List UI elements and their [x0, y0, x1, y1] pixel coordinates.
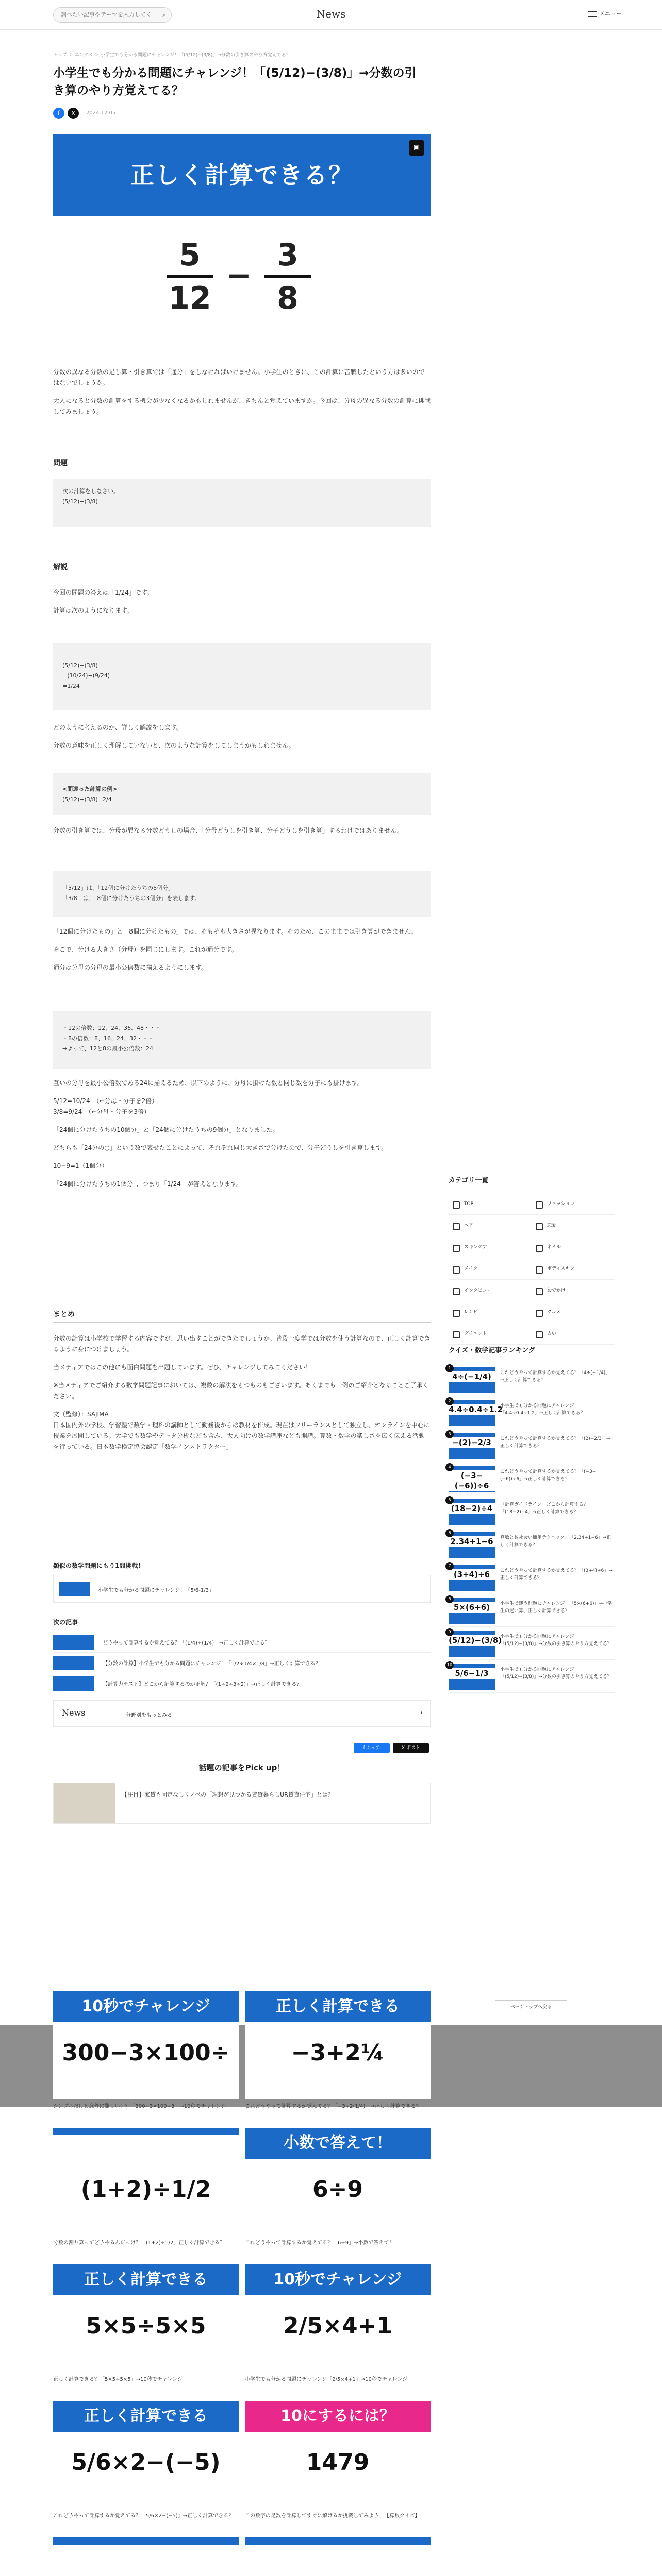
ranking-item[interactable]	[449, 1627, 615, 1660]
card-caption: シンプルだけど意外に難しい！？「300−3×100÷3」→10秒でチャレンジ	[53, 2104, 226, 2109]
card-banner	[245, 2537, 431, 2545]
recommend-card[interactable]	[53, 2264, 239, 2393]
ranking-thumbnail	[449, 1433, 495, 1459]
publish-date: 2024.12.05	[86, 110, 116, 116]
answer-text: 互いの分母を最小公倍数である24に揃えるため、以下のように、分母に掛けた数と同じ数を分子にも掛けます。	[53, 1079, 363, 1087]
summary-heading: まとめ	[53, 1309, 431, 1323]
site-header	[0, 0, 662, 30]
lcm-line: ・8の倍数：8、16、24、32・・・	[62, 1035, 154, 1042]
recommend-card[interactable]	[245, 2264, 431, 2393]
card-banner	[53, 2128, 239, 2135]
ranking-equation: 4.4÷0.4÷1.2	[449, 1405, 503, 1414]
ranking-number: 1	[445, 1364, 454, 1372]
next-articles	[53, 1618, 431, 1693]
ranking-title: 算数と数社会い簡単テクニック！「2.34+1−6」→正しく計算できる？	[500, 1535, 611, 1548]
recommend-card[interactable]	[245, 2128, 431, 2257]
ranking-number: 10	[445, 1661, 454, 1669]
category-item[interactable]: レシピ	[449, 1301, 532, 1323]
answer-text: どちらも「24分の○」という数で表せたことによって、それぞれ同じ大きさで分けたので、分子どうしを引き算します。	[53, 1144, 388, 1151]
recommend-card[interactable]	[53, 1991, 239, 2120]
calc-line: =1/24	[62, 683, 80, 689]
ranking-number: 5	[445, 1496, 454, 1504]
intro-paragraph: 大人になると分数の計算をする機会が少なくなるかもしれませんが、きちんと覚えていますか。今回は、分母の異なる分数の計算に挑戦してみましょう。	[53, 397, 431, 415]
card-banner: 10秒でチャレンジ	[53, 1991, 239, 2022]
recommend-card[interactable]	[245, 2537, 431, 2576]
ranking-number: 8	[445, 1595, 454, 1603]
card-caption: 分数の割り算ってどうやるんだっけ？「(1+2)÷1/2」正しく計算できる？	[53, 2240, 225, 2246]
card-equation: 2/5×4+1	[283, 2313, 393, 2339]
also-try-heading: 類似の数学問題にもう1問挑戦！	[53, 1562, 144, 1569]
next-title: 【計算力テスト】どこから計算するのが正解？「(1÷2÷3÷2)」→正しく計算できる？	[103, 1682, 302, 1687]
meaning-line: 「3/8」は、「8個に分けたうちの3個分」を表します。	[62, 895, 201, 902]
ranking-title: 小学生で迷う問題にチャレンジ！「5×(6+6)」→小学生の迷い算、正しく計算できる？	[500, 1601, 613, 1614]
card-equation: 1479	[306, 2449, 370, 2476]
pickup-heading: 話題の記事をPick up！	[198, 1763, 285, 1772]
answer-text-5	[53, 926, 431, 980]
card-image	[245, 2537, 431, 2576]
card-banner: 正しく計算できる	[53, 2264, 239, 2295]
card-banner: 小数で答えて！	[245, 2128, 431, 2159]
page-top-button[interactable]: ページトップへ戻る	[495, 2000, 567, 2013]
ranking-item[interactable]	[449, 1495, 615, 1528]
question-heading: 問題	[53, 457, 431, 471]
recommend-card[interactable]	[53, 2537, 239, 2576]
also-try-thumbnail	[59, 1582, 90, 1596]
calc-line: (5/12)−(3/8)	[62, 662, 98, 669]
ranking-item[interactable]	[449, 1396, 615, 1429]
answer-text: 3/8=9/24 （←分母・分子を3倍）	[53, 1108, 151, 1115]
card-image	[53, 1991, 239, 2099]
question-box	[53, 479, 431, 527]
bottom-share	[351, 1741, 429, 1753]
hero-num2: 3	[277, 237, 299, 273]
ranking-number: 7	[445, 1562, 454, 1570]
answer-text: 今回の問題の答えは「1/24」です。	[53, 589, 153, 596]
card-image	[245, 1991, 431, 2099]
question-line: 次の計算をしなさい。	[62, 488, 119, 495]
card-banner: 10秒でチャレンジ	[245, 2264, 431, 2295]
summary-paragraph: ※当メディアでご紹介する数学問題記事においては、複数の解法をもつものもございます。あくまでも一例のご紹介となることご了承ください。	[53, 1382, 429, 1400]
author-name: 文（監修）：SAJIMA	[53, 1411, 109, 1418]
ranking-item[interactable]	[446, 1660, 615, 1693]
summary-paragraph: 分数の計算は小学校で学習する内容ですが、思い出すことができたでしょうか。普段一度学では分数を使う計算なので、正しく計算できるように身につけましょう。	[53, 1335, 431, 1353]
answer-text: 「24個に分けたうちの1個分」、つまり「1/24」が答えとなります。	[53, 1180, 242, 1188]
summary-text	[53, 1333, 431, 1460]
card-image	[53, 2401, 239, 2509]
pickup-title: 【注目】家賃も固定なしリノベの「理想が見つかる賃貸暮らしUR賃貸住宅」とは？	[122, 1791, 334, 1798]
ranking-thumbnail	[449, 1466, 495, 1492]
calc-box	[53, 643, 431, 710]
ranking-equation: 4÷(−1/4)	[449, 1371, 495, 1382]
card-image	[53, 2264, 239, 2372]
answer-text-4	[53, 825, 431, 843]
menu-label: メニュー	[599, 10, 622, 17]
card-caption: 小学生でも分かる問題にチャレンジ「2/5×4+1」→10秒でチャレンジ	[245, 2377, 408, 2382]
search-box[interactable]	[53, 7, 172, 23]
facebook-share-icon[interactable]: f	[53, 108, 64, 119]
category-more-link[interactable]	[53, 1700, 431, 1727]
category-heading: カテゴリ一覧	[449, 1175, 615, 1188]
ranking-title: 小学生でも分かる問題にチャレンジ！「(5/12)−(3/8)」→分数の引き算のやり方覚えてる？	[500, 1667, 612, 1680]
hero-fraction-2	[264, 237, 311, 316]
recommend-card[interactable]	[53, 2401, 239, 2530]
category-grid	[449, 1193, 615, 1345]
intro-paragraph: 分数の異なる分数の足し算・引き算では「通分」をしなければいけません。小学生のときに、この計算に苦戦したという方は多いのではないでしょうか。	[53, 368, 425, 386]
next-item[interactable]	[53, 1652, 431, 1673]
sidebar-categories	[449, 1175, 615, 1345]
category-item[interactable]: ファッション	[532, 1193, 615, 1215]
recommend-card[interactable]	[245, 2401, 431, 2530]
pickup-item[interactable]	[53, 1783, 431, 1824]
breadcrumb[interactable]: トップ ＞ エンタメ ＞ 小学生でも分かる問題にチャレンジ！「(5/12)−(3/8)」→分数の引き算のやり方覚えてる？	[53, 53, 291, 58]
question-line: (5/12)−(3/8)	[62, 498, 98, 505]
answer-text: 「24個に分けたうちの10個分」と「24個に分けたうちの9個分」となりました。	[53, 1126, 279, 1133]
answer-lead	[53, 587, 431, 623]
facebook-share-button[interactable]: f シェア	[354, 1743, 390, 1753]
ranking-thumbnail	[449, 1565, 495, 1591]
share-bar	[53, 108, 116, 120]
ranking-equation: (−3−(−6))÷6	[449, 1470, 495, 1491]
card-equation: 5/6×2−(−5)	[71, 2449, 221, 2476]
card-banner: 正しく計算できる	[245, 1991, 431, 2022]
chevron-right-icon: ›	[420, 1709, 423, 1716]
answer-text: 計算は次のようになります。	[53, 607, 134, 614]
answer-text: 分数の意味を正しく理解していないと、次のような計算をしてしまうかもしれません。	[53, 742, 295, 749]
card-equation: −3+2¼	[291, 2040, 385, 2066]
card-caption: 正しく計算できる？「5×5÷5×5」→10秒でチャレンジ	[53, 2377, 183, 2382]
gallery-icon[interactable]: ▣	[409, 140, 424, 156]
category-item[interactable]: スキンケア	[449, 1236, 532, 1258]
wrong-example-box	[53, 773, 431, 815]
site-logo[interactable]: News	[316, 8, 346, 20]
ranking-item[interactable]	[449, 1594, 615, 1627]
card-banner	[53, 2537, 239, 2545]
answer-text: 通分は分母の分母の最小公倍数に揃えるようにします。	[53, 964, 208, 971]
search-input[interactable]	[54, 8, 152, 22]
lcm-line: ・12の倍数：12、24、36、48・・・	[62, 1025, 161, 1031]
hero-fraction-1	[167, 237, 213, 316]
card-caption: これどうやって計算するか覚えてる？「−3+2(1/4)」→正しく計算できる？	[245, 2104, 421, 2109]
card-image	[245, 2401, 431, 2509]
card-banner: 10にするには？	[245, 2401, 431, 2432]
x-share-icon[interactable]: X	[68, 108, 79, 119]
hero-banner	[53, 134, 431, 216]
ranking-equation: −(2)−2/3	[449, 1437, 495, 1448]
ranking-number: 9	[445, 1628, 454, 1636]
ranking-title: 小学生でも分かる問題にチャレンジ！「(5/12)−(3/8)」→分数の引き算のやり方覚えてる？	[500, 1634, 612, 1647]
answer-text: 分数の引き算では、分母が異なる分数どうしの場合、「分母どうしを引き算、分子どうしを引き算」するわけではありません。	[53, 827, 403, 834]
next-item[interactable]	[53, 1673, 431, 1693]
ranking-equation: (18−2)÷4	[449, 1503, 495, 1514]
search-icon[interactable]: ⌕	[162, 11, 166, 19]
card-image	[53, 2537, 239, 2576]
next-thumbnail	[53, 1676, 94, 1691]
ranking-thumbnail	[449, 1400, 503, 1426]
page-title: 小学生でも分かる問題にチャレンジ！「(5/12)−(3/8)」→分数の引き算のやり方覚えてる？	[53, 66, 417, 97]
ranking-number: 4	[445, 1463, 454, 1471]
next-thumbnail	[53, 1656, 94, 1670]
answer-text-8	[53, 1078, 431, 1197]
ranking-equation: 5/6−1/3	[449, 1668, 495, 1679]
card-equation: 300−3×100÷	[62, 2040, 230, 2066]
ranking-equation: 5×(6+6)	[449, 1602, 495, 1613]
recommend-card[interactable]	[245, 1991, 431, 2120]
ranking-thumbnail	[449, 1598, 495, 1624]
ranking-item[interactable]	[449, 1363, 615, 1396]
wrong-example-line: (5/12)−(3/8)=2/4	[62, 796, 112, 803]
intro-text	[53, 367, 431, 425]
answer-text: どのように考えるのか、詳しく解説をします。	[53, 724, 183, 731]
ranking-thumbnail	[449, 1532, 495, 1558]
ranking-thumbnail	[449, 1367, 495, 1393]
answer-text: 「12個に分けたもの」と「8個に分けたもの」では、そもそも大きさが異なります。そのため、このままでは引き算ができません。	[53, 928, 418, 935]
card-caption: これどうやって計算するか覚えてる？「6÷9」→小数で答えて！	[245, 2240, 394, 2246]
ranking-item[interactable]	[449, 1528, 615, 1561]
ranking-thumbnail	[449, 1499, 495, 1525]
answer-heading: 解説	[53, 562, 431, 575]
answer-text: 10−9=1（1個分）	[53, 1162, 108, 1170]
ranking-number: 2	[445, 1397, 454, 1405]
recommend-card[interactable]	[53, 2128, 239, 2257]
ranking-title: これどうやって計算するか覚えてる？「4÷(−1/4)」→正しく計算できる？	[500, 1370, 610, 1383]
next-thumbnail	[53, 1635, 94, 1650]
category-item[interactable]: ダイエット	[449, 1323, 532, 1345]
meaning-box	[53, 871, 431, 917]
next-item[interactable]	[53, 1632, 431, 1652]
category-item[interactable]: 恋愛	[532, 1215, 615, 1236]
answer-text: 5/12=10/24 （←分母・分子を2倍）	[53, 1097, 158, 1105]
footer-logo: News	[62, 1708, 86, 1718]
ranking-thumbnail	[449, 1631, 502, 1657]
card-image	[245, 2264, 431, 2372]
also-try-section	[53, 1561, 431, 1603]
hero-operator: −	[225, 258, 252, 294]
hero-den1: 12	[168, 280, 211, 316]
footer-more-text: 分野別をもっとみる	[126, 1713, 172, 1718]
next-title: 【分数の計算】小学生でも分かる問題にチャレンジ！「1/2÷1/4×1/8」→正しく計算できる？	[103, 1661, 321, 1667]
ranking-equation: 2.34+1−6	[449, 1536, 495, 1547]
lcm-line: →よって、12と8の最小公倍数：24	[62, 1045, 153, 1052]
also-try-item[interactable]	[53, 1575, 431, 1603]
ranking-title: これどうやって計算するか覚えてる？「(2)−2/3」→正しく計算できる？	[500, 1436, 610, 1449]
answer-text-2	[53, 722, 431, 758]
category-item[interactable]: グルメ	[532, 1301, 615, 1323]
ranking-equation: (5/12)−(3/8)	[449, 1636, 502, 1645]
card-image	[53, 2128, 239, 2236]
card-equation: 5×5÷5×5	[86, 2313, 206, 2339]
category-item[interactable]: インタビュー	[449, 1280, 532, 1301]
answer-text: そこで、分ける大きさ（分母）を同じにします。これが通分です。	[53, 946, 238, 953]
hero-image	[53, 134, 431, 361]
ranking-item[interactable]	[449, 1429, 615, 1462]
ranking-title: これどうやって計算するか覚えてる？「(−3−(−6))÷6」→正しく計算できる？	[500, 1469, 597, 1482]
card-equation: (1+2)÷1/2	[80, 2176, 211, 2202]
author-bio: 日本国内外の学校、学習塾で数学・理科の講師として勤務後からは教材を作成。現在はフリーランスとして独立し、オンラインを中心に授業を展開している。大学でも数学やデータ分析なども含み、大人向けの数学講座なども開講。算数・数学の楽しさを広く伝える活動を行っている。日本数学検定協会認定「数学インストラクター」	[53, 1421, 430, 1450]
meaning-line: 「5/12」は、「12個に分けたうちの5個分」	[62, 885, 174, 891]
hero-banner-text: 正しく計算できる？	[130, 161, 353, 189]
menu-button[interactable]	[588, 9, 622, 18]
ranking-number: 6	[445, 1529, 454, 1537]
card-caption: この数字の足数を計算してすぐに解けるか挑戦してみよう！【算数クイズ】	[245, 2513, 420, 2519]
next-title: どうやって計算するか覚えてる？「(1/4)÷(1/4)」→正しく計算できる？	[103, 1640, 270, 1646]
card-image	[245, 2128, 431, 2236]
x-share-button[interactable]: X ポスト	[393, 1743, 429, 1753]
category-item[interactable]: ボディスキン	[532, 1258, 615, 1280]
category-item[interactable]: ヘア	[449, 1215, 532, 1236]
next-heading: 次の記事	[53, 1619, 78, 1626]
calc-line: =(10/24)−(9/24)	[62, 672, 110, 679]
category-item[interactable]: ネイル	[532, 1236, 615, 1258]
ranking-title: これどうやって計算するか覚えてる？「(3+4)÷6」→正しく計算できる？	[500, 1568, 613, 1581]
ranking-title: 「計算ガイドライン」どこから計算する？「(18−2)÷4」→正しく計算できる？	[500, 1502, 588, 1515]
sidebar-ranking	[446, 1345, 615, 1693]
wrong-example-title: <間違った計算の例>	[62, 786, 118, 792]
card-equation: 6÷9	[312, 2176, 363, 2202]
hero-den2: 8	[277, 280, 299, 316]
ranking-equation: (3+4)÷6	[449, 1569, 495, 1580]
pickup-thumbnail	[54, 1783, 115, 1823]
category-item[interactable]: おでかけ	[532, 1280, 615, 1301]
hamburger-icon	[588, 11, 597, 17]
category-item[interactable]: メイク	[449, 1258, 532, 1280]
ranking-item[interactable]	[449, 1561, 615, 1594]
card-caption: これどうやって計算するか覚えてる？「5/6×2−(−5)」→正しく計算できる？	[53, 2513, 234, 2519]
category-item[interactable]: 占い	[532, 1323, 615, 1345]
ranking-heading: クイズ・数学記事ランキング	[449, 1345, 615, 1358]
ranking-number: 3	[445, 1430, 454, 1438]
hero-num1: 5	[179, 237, 201, 273]
ranking-item[interactable]	[449, 1462, 615, 1495]
ranking-thumbnail	[449, 1664, 495, 1690]
summary-paragraph: 当メディアではこの他にも面白問題を出題しています。ぜひ、チャレンジしてみてください！	[53, 1364, 312, 1371]
also-try-title: 小学生でも分かる問題にチャレンジ！「5/6-1/3」	[98, 1588, 214, 1594]
ranking-title: 小学生でも分かる問題にチャレンジ！「4.4÷0.4÷1.2」→正しく計算できる？	[500, 1403, 585, 1416]
card-banner: 正しく計算できる	[53, 2401, 239, 2432]
category-item[interactable]: TOP	[449, 1193, 532, 1215]
lcm-box	[53, 1011, 431, 1069]
